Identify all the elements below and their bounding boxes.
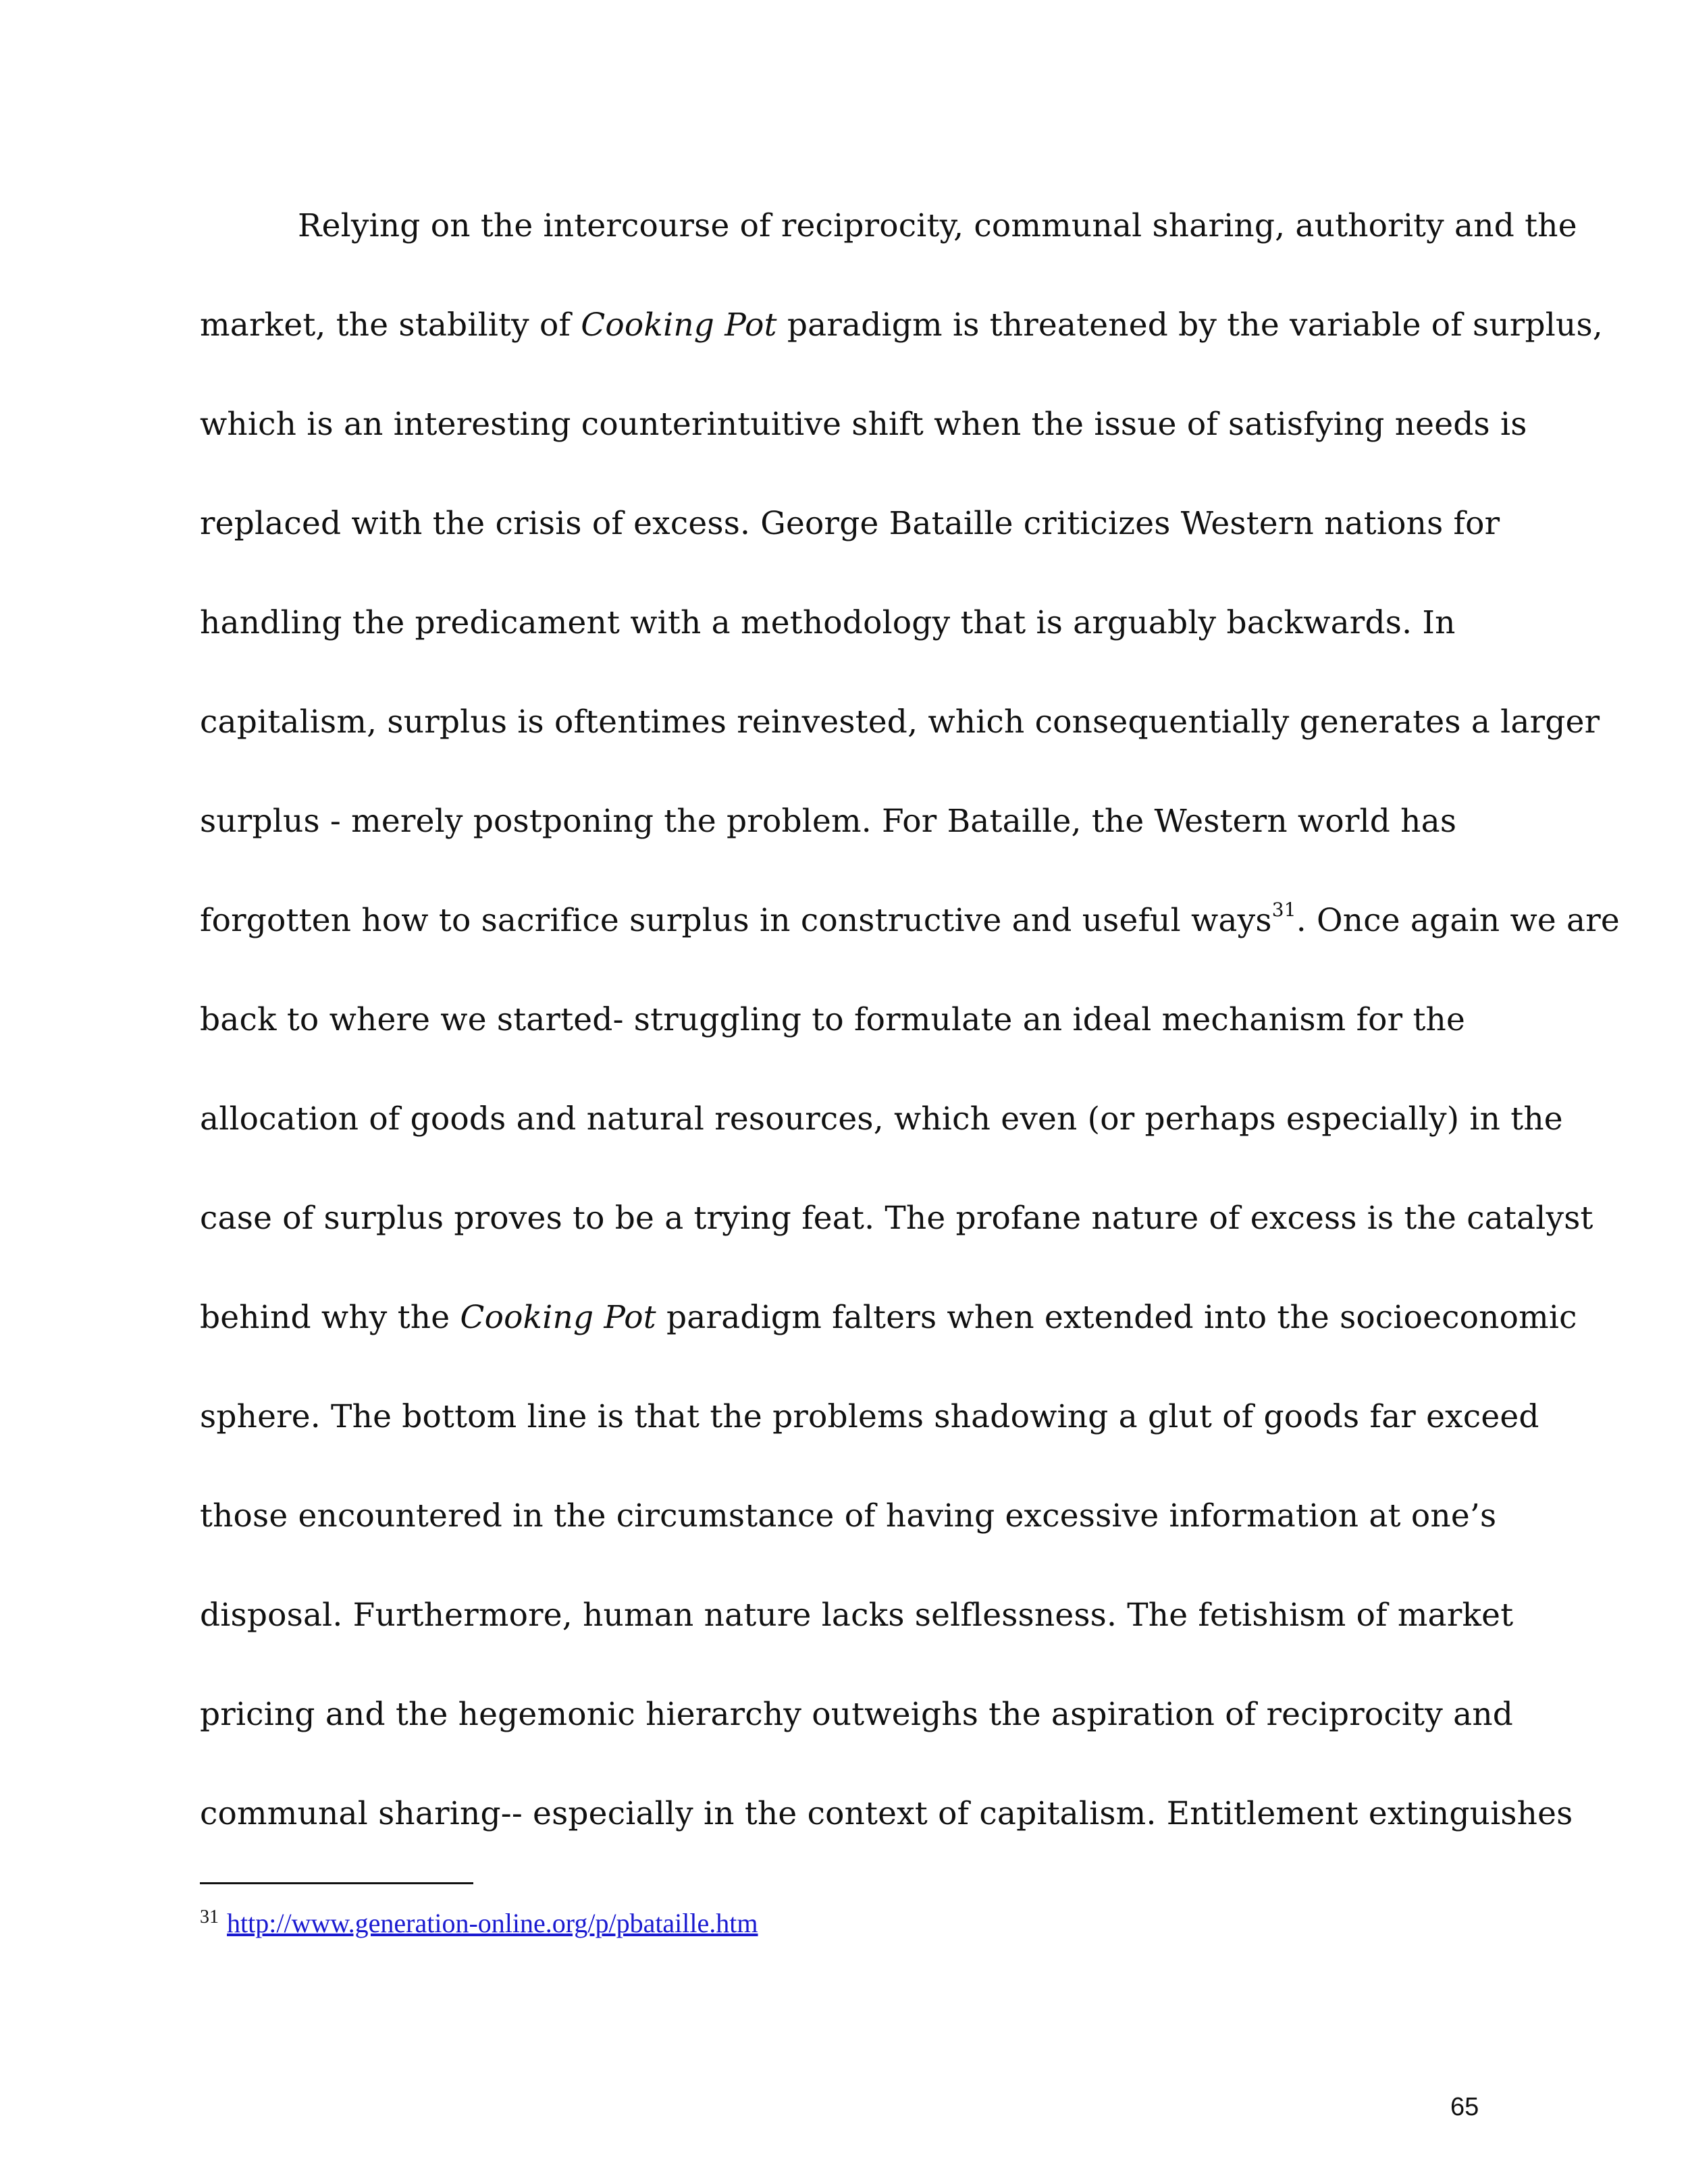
italic-title: Cooking Pot <box>460 1299 656 1336</box>
italic-title: Cooking Pot <box>581 307 777 344</box>
footnote <box>200 1900 758 1940</box>
line-text: market, the stability of <box>200 307 581 344</box>
paragraph-line: pricing and the hegemonic hierarchy outweighs the aspiration of reciprocity and <box>200 1696 1514 1733</box>
line-text: paradigm is threatened by the variable of surplus, <box>776 307 1603 344</box>
paragraph-line: handling the predicament with a methodology that is arguably backwards. In <box>200 604 1456 641</box>
body-paragraph <box>200 192 1620 1880</box>
paragraph-line: Relying on the intercourse of reciprocity, communal sharing, authority and the <box>298 207 1577 244</box>
paragraph-line: back to where we started- struggling to formulate an ideal mechanism for the <box>200 1001 1466 1038</box>
line-text: behind why the <box>200 1299 460 1336</box>
paragraph-line: replaced with the crisis of excess. George Bataille criticizes Western nations for <box>200 505 1500 542</box>
line-text: paradigm falters when extended into the socioeconomic <box>656 1299 1577 1336</box>
paragraph-line: capitalism, surplus is oftentimes reinvested, which consequentially generates a larger <box>200 703 1600 741</box>
footnote-number: 31 <box>200 1907 219 1927</box>
paragraph-line: disposal. Furthermore, human nature lacks selflessness. The fetishism of market <box>200 1597 1514 1634</box>
paragraph-line: surplus - merely postponing the problem. For Bataille, the Western world has <box>200 803 1457 840</box>
footnote-reference: 31 <box>1271 899 1296 921</box>
line-text: . Once again we are <box>1296 902 1620 939</box>
line-text: forgotten how to sacrifice surplus in constructive and useful ways <box>200 902 1272 939</box>
paragraph-line: sphere. The bottom line is that the problems shadowing a glut of goods far exceed <box>200 1398 1539 1435</box>
paragraph-line: case of surplus proves to be a trying feat. The profane nature of excess is the catalyst <box>200 1200 1593 1237</box>
paragraph-line: which is an interesting counterintuitive shift when the issue of satisfying needs is <box>200 406 1527 443</box>
footnote-separator <box>200 1882 473 1884</box>
page-number: 65 <box>1450 2093 1479 2121</box>
paragraph-line: those encountered in the circumstance of having excessive information at one’s <box>200 1497 1497 1535</box>
footnote-link[interactable]: http://www.generation-online.org/p/pbataille.htm <box>227 1908 758 1938</box>
paragraph-line <box>200 292 1603 391</box>
paragraph-line <box>200 887 1620 986</box>
paragraph-line <box>200 1284 1577 1383</box>
paragraph-line: communal sharing-- especially in the context of capitalism. Entitlement extinguishes <box>200 1795 1573 1832</box>
paragraph-line: allocation of goods and natural resources, which even (or perhaps especially) in the <box>200 1100 1563 1138</box>
